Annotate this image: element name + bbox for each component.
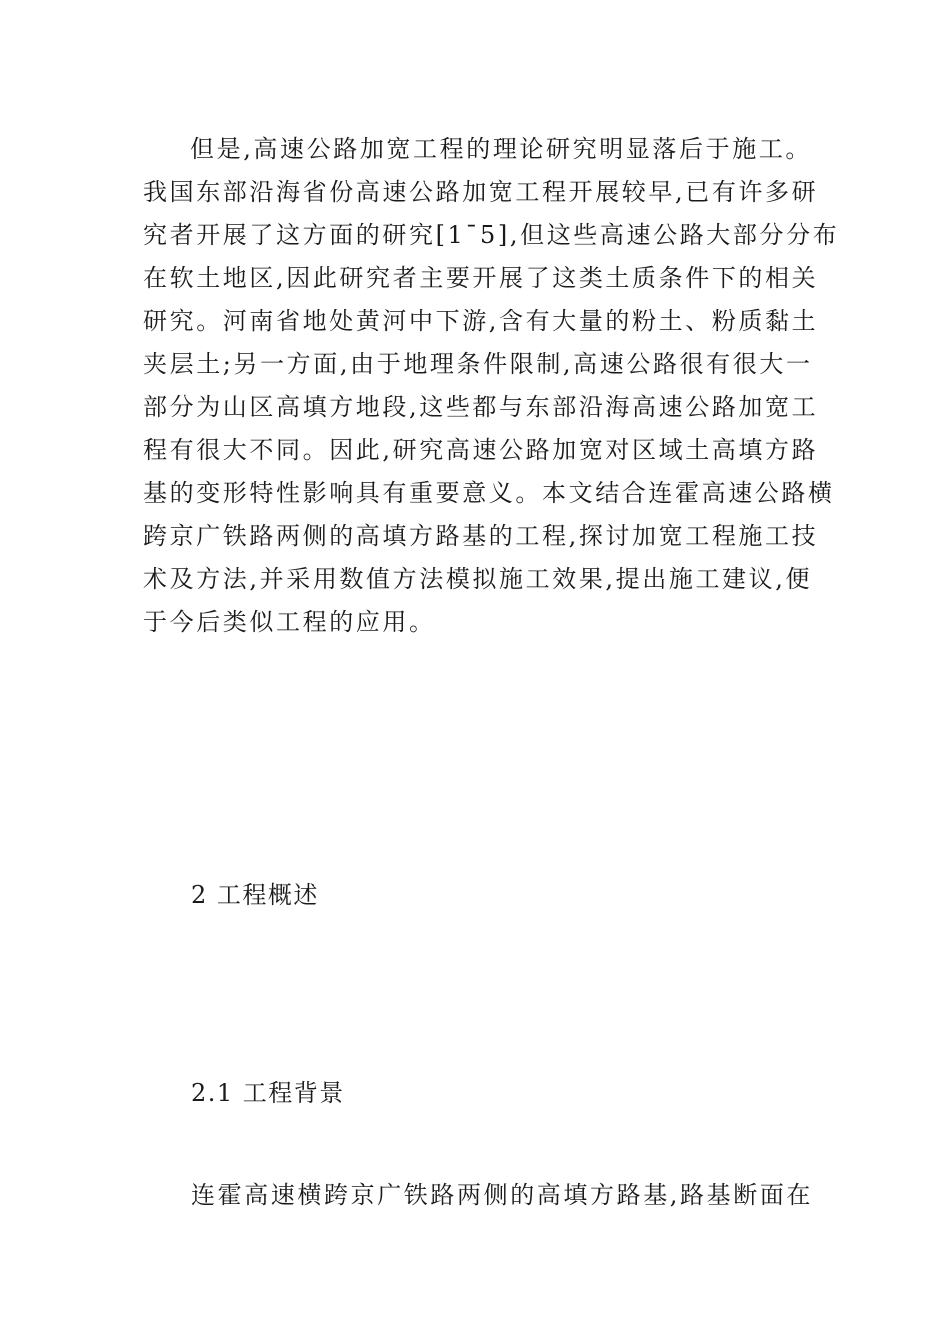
section-heading-2: 2 工程概述 xyxy=(191,881,319,909)
paragraph-line: 我国东部沿海省份高速公路加宽工程开展较早,已有许多研 xyxy=(143,178,819,206)
paragraph-line: 于今后类似工程的应用。 xyxy=(143,608,436,636)
section-heading-2-1: 2.1 工程背景 xyxy=(191,1079,345,1107)
paragraph-line: 研究。河南省地处黄河中下游,含有大量的粉土、粉质黏土 xyxy=(143,307,819,335)
paragraph-line: 究者开展了这方面的研究[1¯5],但这些高速公路大部分分布 xyxy=(143,221,840,249)
paragraph-line: 部分为山区高填方地段,这些都与东部沿海高速公路加宽工 xyxy=(143,393,819,421)
paragraph-line: 但是,高速公路加宽工程的理论研究明显落后于施工。 xyxy=(190,135,813,163)
paragraph-line: 基的变形特性影响具有重要意义。本文结合连霍高速公路横 xyxy=(143,479,835,507)
paragraph-line: 术及方法,并采用数值方法模拟施工效果,提出施工建议,便 xyxy=(143,565,813,593)
paragraph-line: 程有很大不同。因此,研究高速公路加宽对区域土高填方路 xyxy=(143,436,819,464)
intro-paragraph xyxy=(143,128,840,644)
paragraph-line: 跨京广铁路两侧的高填方路基的工程,探讨加宽工程施工技 xyxy=(143,522,819,550)
paragraph-line: 夹层土;另一方面,由于地理条件限制,高速公路很有很大一 xyxy=(143,350,813,378)
background-paragraph-first-line: 连霍高速横跨京广铁路两侧的高填方路基,路基断面在 xyxy=(191,1181,814,1209)
paragraph-line: 在软土地区,因此研究者主要开展了这类土质条件下的相关 xyxy=(143,264,819,292)
